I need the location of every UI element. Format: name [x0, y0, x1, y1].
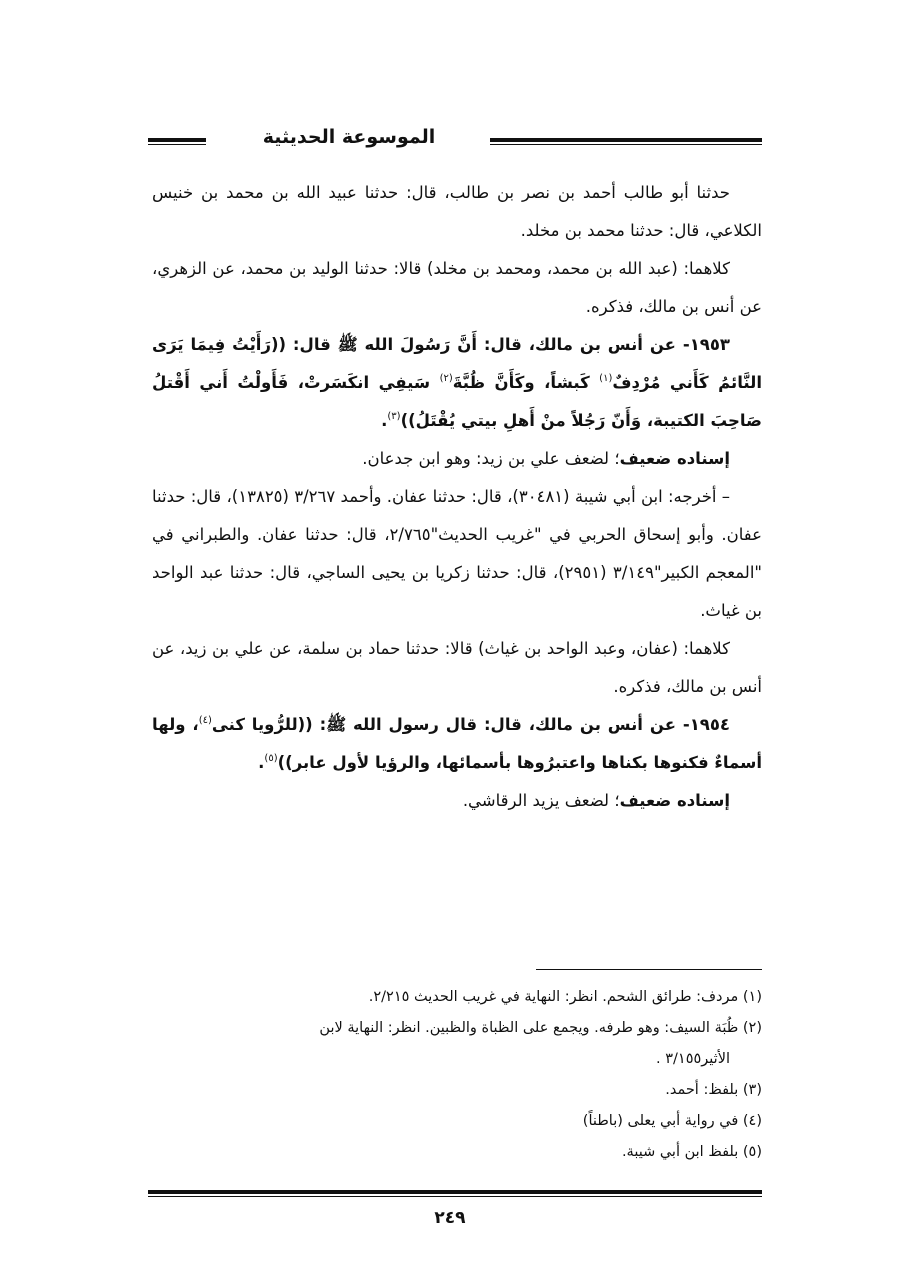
isnad-1954-grade: إسناده ضعيف — [619, 791, 730, 810]
footnote-ref-2[interactable]: (٢) — [439, 373, 453, 384]
footnote-ref-3[interactable]: (٣) — [387, 411, 401, 422]
header-rule-right — [490, 138, 762, 145]
bottom-rule — [148, 1190, 762, 1197]
hadith-1954-rest: ، ولها أسماءٌ فكنوها بكناها واعتبرُوها بأسمائها، والرؤيا لأول عابر)) — [152, 715, 762, 772]
footnote-2: (٢) ظُبَة السيف: وهو طرفه. ويجمع على الظباة والظبين. انظر: النهاية لابن — [319, 1020, 762, 1036]
footnote-separator — [536, 969, 762, 970]
footnote-3: (٣) بلفظ: أحمد. — [665, 1082, 762, 1098]
footnote-5: (٥) بلفظ ابن أبي شيبة. — [621, 1144, 762, 1160]
isnad-1954 — [152, 782, 762, 820]
hadith-1953-intro: ١٩٥٣- عن أنس بن مالك، قال: أَنَّ رَسُولَ الله ﷺ قال: ((رَأَيْتُ فِيمَا يَرَى النَّائمُ كَأَني مُرْدِفٌ — [152, 335, 762, 392]
isnad-1953-reason: ؛ لضعف علي بن زيد: وهو ابن جدعان. — [362, 449, 620, 468]
hadith-1954 — [152, 706, 762, 782]
page-number: ٢٤٩ — [434, 1208, 466, 1228]
paragraph-both-2: كلاهما: (عفان، وعبد الواحد بن غياث) قالا: حدثنا حماد بن سلمة، عن علي بن زيد، عن أنس بن مالك، فذكره. — [152, 639, 762, 696]
hadith-1953-mid: كَبشاً، وكَأَنَّ ظُبَّةَ — [452, 373, 600, 392]
header-rule-left — [148, 138, 206, 145]
running-header — [148, 126, 762, 156]
footnote-1: (١) مردف: طرائق الشحم. انظر: النهاية في غريب الحديث ٢/٢١٥. — [368, 989, 762, 1005]
takhrij-1953: – أخرجه: ابن أبي شيبة (٣٠٤٨١)، قال: حدثنا عفان. وأحمد ٣/٢٦٧ (١٣٨٢٥)، قال: حدثنا عفان. وأبو إسحاق الحربي في "غريب الحديث"٢/٧٦٥، قال: حدثنا عفان. والطبراني في "المعجم الكبير"٣/١٤٩ (٢٩٥١)، قال: حدثنا زكريا بن يحيى الساجي، قال: حدثنا عبد الواحد بن غياث. — [152, 487, 763, 620]
hadith-1953-end: . — [381, 411, 388, 430]
hadith-1953-rest: سَيفِي انكَسَرتْ، فَأَولْتُ أَني أَقْتلُ صَاحِبَ الكتيبة، وَأَنّ رَجُلاً منْ أَهلِ بيتي يُقْتَلُ)) — [152, 373, 762, 430]
footnote-ref-4[interactable]: (٤) — [198, 715, 212, 726]
header-title: الموسوعة الحديثية — [262, 126, 436, 148]
footnote-ref-1[interactable]: (١) — [599, 373, 613, 384]
hadith-1954-intro: ١٩٥٤- عن أنس بن مالك، قال: قال رسول الله ﷺ: ((للرُّويا كنى — [211, 715, 730, 734]
footnote-2-continued: الأثير٣/١٥٥ . — [656, 1051, 730, 1067]
footnote-ref-5[interactable]: (٥) — [264, 753, 278, 764]
paragraph-both: كلاهما: (عبد الله بن محمد، ومحمد بن مخلد) قالا: حدثنا الوليد بن محمد، عن الزهري، عن أنس بن مالك، فذكره. — [152, 259, 762, 316]
hadith-1953 — [152, 326, 762, 440]
hadith-1954-end: . — [258, 753, 265, 772]
paragraph-chain: حدثنا أبو طالب أحمد بن نصر بن طالب، قال: حدثنا عبيد الله بن محمد بن خنيس الكلاعي، قال: حدثنا محمد بن مخلد. — [152, 183, 762, 240]
isnad-1953-grade: إسناده ضعيف — [619, 449, 730, 468]
isnad-1953 — [152, 440, 762, 478]
footnote-4: (٤) في رواية أبي يعلى (باطناً) — [582, 1113, 762, 1129]
isnad-1954-reason: ؛ لضعف يزيد الرقاشي. — [462, 791, 620, 810]
main-text — [152, 174, 762, 820]
footnotes — [152, 982, 762, 1168]
